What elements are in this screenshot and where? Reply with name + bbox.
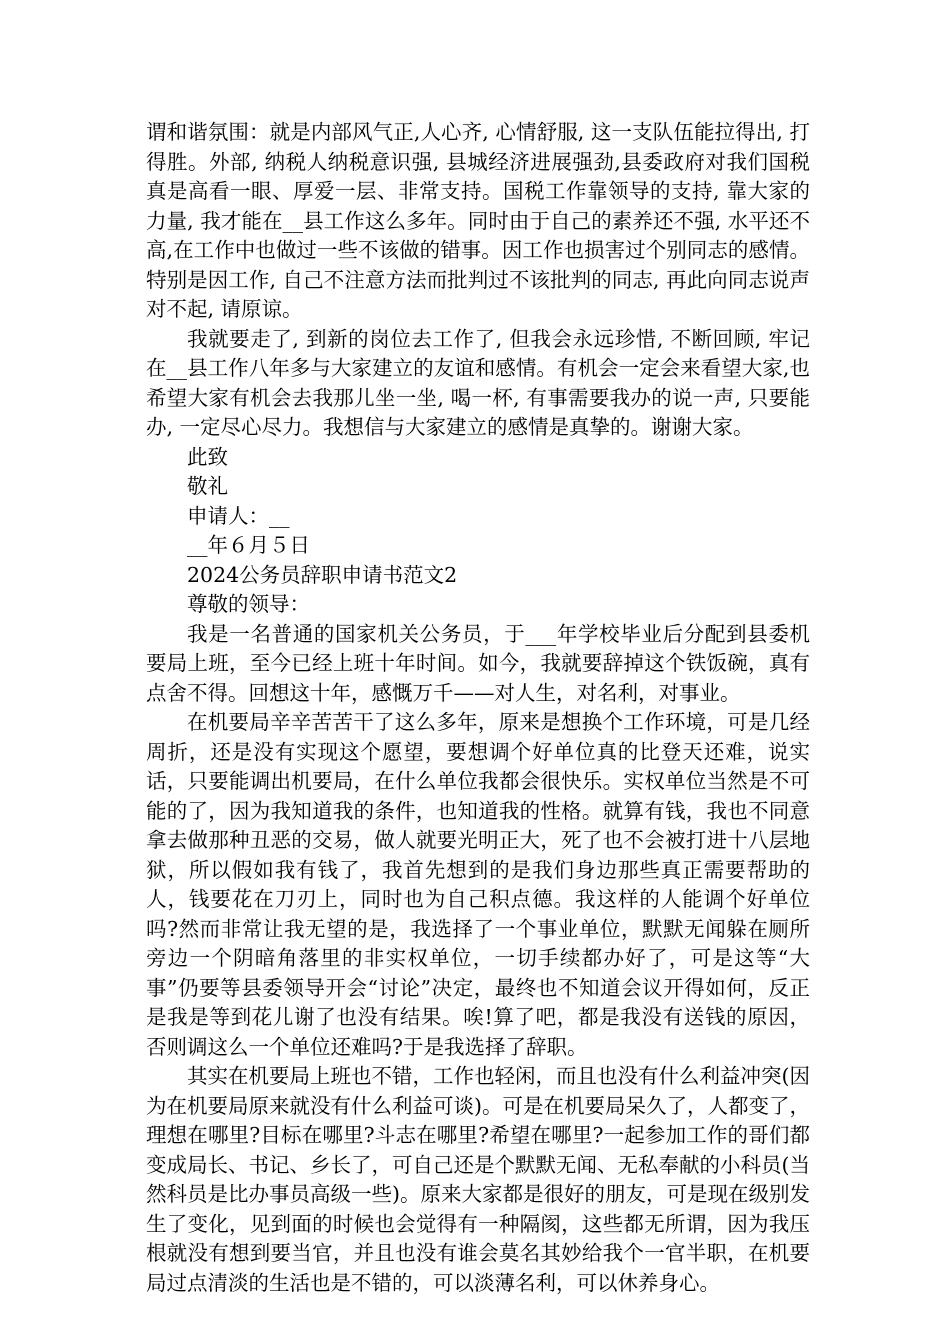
greeting: 尊敬的领导： — [187, 592, 310, 616]
closing-line: 此致 — [187, 444, 228, 469]
applicant-signature: 申请人：__ — [187, 503, 290, 528]
body-paragraph: 谓和谐氛围：就是内部风气正,人心齐, 心情舒服, 这一支队伍能拉得出, 打得胜。外部, 纳税人纳税意识强, 县城经济进展强劲,县委政府对我们国税真是高看一眼、厚爱一层、非常支持。国税工作靠领导的支持, 靠大家的力量, 我才能在__县工作这么多年。同时由于自己的素养还不强, 水平还不高,在工作中也做过一些不该做的错事。因工作也损害过个别同志的感情。特别是因工作, 自己不注意方法而批判过不该批判的同志, 再此向同志说声对不起, 请原谅。 — [146, 120, 810, 321]
body-paragraph: 其实在机要局上班也不错，工作也轻闲，而且也没有什么利益冲突(因为在机要局原来就没有什么利益可谈)。可是在机要局呆久了，人都变了，理想在哪里?目标在哪里?斗志在哪里?希望在哪里?一起参加工作的哥们都变成局长、书记、乡长了，可自己还是个默默无闻、无私奉献的小科员(当然科员是比办事员高级一些)。原来大家都是很好的朋友，可是现在级别发生了变化，见到面的时候也会觉得有一种隔阂，这些都无所谓，因为我压根就没有想到要当官，并且也没有谁会莫名其妙给我个一官半职，在机要局过点清淡的生活也是不错的，可以淡薄名利，可以休养身心。 — [146, 1064, 810, 1295]
section-title: 2024公务员辞职申请书范文2 — [187, 562, 458, 587]
body-paragraph: 我是一名普通的国家机关公务员，于___年学校毕业后分配到县委机要局上班，至今已经上班十年时间。如今，我就要辞掉这个铁饭碗，真有点舍不得。回想这十年，感慨万千——对人生，对名利，对事业。 — [146, 621, 810, 705]
date-line: __年６月５日 — [187, 533, 310, 557]
body-paragraph: 我就要走了, 到新的岗位去工作了, 但我会永远珍惜, 不断回顾, 牢记在__县工作八年多与大家建立的友谊和感情。有机会一定会来看望大家,也希望大家有机会去我那儿坐一坐, 喝一杯, 有事需要我办的说一声, 只要能办, 一定尽心尽力。我想信与大家建立的感情是真挚的。谢谢大家。 — [146, 326, 810, 439]
closing-line: 敬礼 — [187, 474, 228, 498]
document-page — [146, 118, 810, 1298]
body-paragraph: 在机要局辛辛苦苦干了这么多年，原来是想换个工作环境，可是几经周折，还是没有实现这个愿望，要想调个好单位真的比登天还难，说实话，只要能调出机要局，在什么单位我都会很快乐。实权单位当然是不可能的了，因为我知道我的条件，也知道我的性格。就算有钱，我也不同意拿去做那种丑恶的交易，做人就要光明正大，死了也不会被打进十八层地狱，所以假如我有钱了，我首先想到的是我们身边那些真正需要帮助的人，钱要花在刀刃上，同时也为自己积点德。我这样的人能调个好单位吗?然而非常让我无望的是，我选择了一个事业单位，默默无闻躲在厕所旁边一个阴暗角落里的非实权单位，一切手续都办好了，可是这等“大事”仍要等县委领导开会“讨论”决定，最终也不知道会议开得如何，反正是我是等到花儿谢了也没有结果。唉!算了吧，都是我没有送钱的原因，否则调这么一个单位还难吗?于是我选择了辞职。 — [146, 710, 810, 1059]
